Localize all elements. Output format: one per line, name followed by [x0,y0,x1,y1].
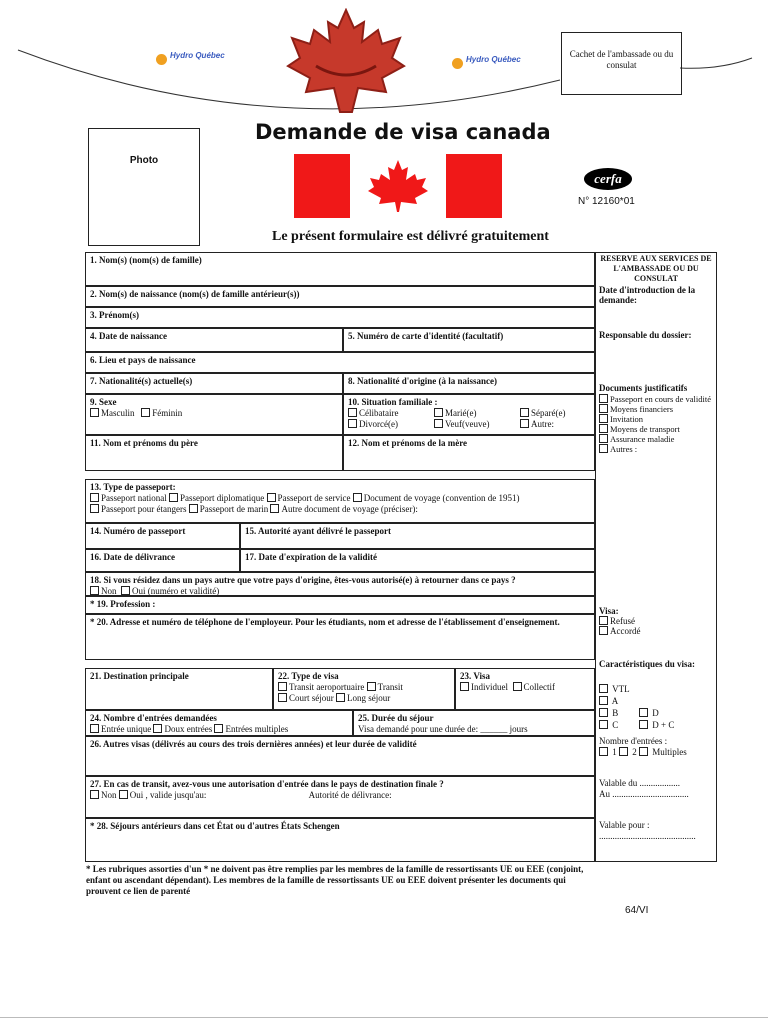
page-number: 64/VI [625,905,649,916]
checkbox[interactable] [267,493,276,502]
checkbox[interactable] [639,708,648,717]
visa-airport-transit-option[interactable]: Transit aeroportuaire [278,682,364,692]
field-6-birthplace[interactable]: 6. Lieu et pays de naissance [85,352,595,373]
checkbox[interactable] [599,404,608,413]
date-intro-label: Date d'introduction de la demande: [599,285,696,305]
checkbox[interactable] [434,419,443,428]
char-b-option[interactable]: B [599,707,639,719]
field-16-issue-date[interactable]: 16. Date de délivrance [85,549,240,572]
office-use-header: RESERVE AUX SERVICES DE L'AMBASSADE OU DU CONSULAT [600,254,712,283]
photo-box: Photo [88,128,200,246]
field-26-other-visas[interactable]: 26. Autres visas (délivrés au cours des trois dernières années) et leur durée de validité [85,736,595,776]
marital-married-option[interactable]: Marié(e) [434,408,520,419]
checkbox[interactable] [90,408,99,417]
hydro-quebec-logo-right: Hydro Québec [452,56,552,72]
doc-financial-option[interactable]: Moyens financiers [599,404,715,414]
passport-seaman-option[interactable]: Passeport de marin [189,504,268,514]
field-5-id-card[interactable]: 5. Numéro de carte d'identité (facultatif) [343,328,595,352]
char-a-option[interactable]: A [599,695,715,707]
checkbox[interactable] [639,720,648,729]
checkbox[interactable] [599,434,608,443]
char-c-option[interactable]: C [599,719,639,731]
checkbox[interactable] [336,693,345,702]
passport-service-option[interactable]: Passeport de service [267,493,351,503]
checkbox[interactable] [460,682,469,691]
travel-document-1951-option[interactable]: Document de voyage (convention de 1951) [353,493,520,503]
other-travel-document-option[interactable]: Autre document de voyage (préciser): [270,504,417,514]
marital-single-option[interactable]: Célibataire [348,408,434,419]
checkbox[interactable] [189,504,198,513]
entries-2-option[interactable]: 2 [619,747,637,757]
visa-long-stay-option[interactable]: Long séjour [336,693,390,703]
field-12-mother-name[interactable]: 12. Nom et prénoms de la mère [343,435,595,471]
visa-short-stay-option[interactable]: Court séjour [278,693,334,703]
checkbox[interactable] [90,586,99,595]
hydro-quebec-logo-left: Hydro Québec [156,52,256,68]
sex-female-option[interactable]: Féminin [141,408,182,418]
field-14-passport-number[interactable]: 14. Numéro de passeport [85,523,240,549]
doc-other-option[interactable]: Autres : [599,444,715,454]
field-24-entries: 24. Nombre d'entrées demandées Entrée unique Doux entrées Entrées multiples [85,710,353,736]
passport-diplomatic-option[interactable]: Passeport diplomatique [169,493,264,503]
doc-passport-option[interactable]: Passeport en cours de validité [599,394,715,404]
transit-no-option[interactable]: Non [90,790,117,800]
checkbox[interactable] [121,586,130,595]
entries-multiple-option[interactable]: Multiples [639,747,687,757]
checkbox[interactable] [599,626,608,635]
checkbox[interactable] [353,493,362,502]
checkbox[interactable] [278,682,287,691]
page-divider [0,1017,768,1018]
doc-invitation-option[interactable]: Invitation [599,414,715,424]
field-8-origin-nationality[interactable]: 8. Nationalité d'origine (à la naissance) [343,373,595,394]
checkbox[interactable] [169,493,178,502]
visa-decision-label: Visa: [599,606,619,616]
field-19-profession[interactable]: * 19. Profession : [85,596,595,614]
field-7-nationality[interactable]: 7. Nationalité(s) actuelle(s) [85,373,343,394]
page-title: Demande de visa canada [255,120,551,144]
visa-refused-option[interactable]: Refusé [599,616,640,626]
checkbox[interactable] [599,444,608,453]
field-20-employer[interactable]: * 20. Adresse et numéro de téléphone de l'employeur. Pour les étudiants, nom et adresse de l'établissement d'enseignement. [85,614,595,660]
visa-form [85,252,717,864]
char-d-option[interactable]: D [639,708,659,718]
visa-granted-option[interactable]: Accordé [599,626,640,636]
passport-foreigners-option[interactable]: Passeport pour étangers [90,504,186,514]
checkbox[interactable] [599,424,608,433]
checkbox[interactable] [619,747,628,756]
checkbox[interactable] [348,408,357,417]
checkbox[interactable] [599,616,608,625]
checkbox[interactable] [119,790,128,799]
checkbox[interactable] [90,504,99,513]
entries-multiple-option[interactable]: Entrées multiples [214,724,288,734]
checkbox[interactable] [599,394,608,403]
field-3-first-names[interactable]: 3. Prénom(s) [85,307,595,328]
checkbox[interactable] [599,684,608,693]
field-10-marital-status: 10. Situation familiale : Célibataire Marié(e) Séparé(e) Divorcé(e) Veuf(veuve) Autre: [343,394,595,435]
checkbox[interactable] [90,790,99,799]
doc-insurance-option[interactable]: Assurance maladie [599,434,715,444]
field-25-duration[interactable]: 25. Durée du séjour Visa demandé pour une durée de: ______ jours [353,710,595,736]
marital-divorced-option[interactable]: Divorcé(e) [348,419,434,430]
canada-flag-icon [294,154,502,218]
residence-yes-option[interactable]: Oui (numéro et validité) [121,586,219,596]
transit-yes-option[interactable]: Oui , valide jusqu'au: [119,790,207,800]
field-1-surname[interactable]: 1. Nom(s) (nom(s) de famille) [85,252,595,286]
cerfa-number: N° 12160*01 [578,196,635,207]
field-13-passport-type: 13. Type de passeport: Passeport national Passeport diplomatique Passeport de service Document de voyage (convention de 1951) Passeport pour étangers Passeport de marin Autre document de voyage (préciser): [85,479,595,523]
field-9-sex: 9. Sexe Masculin Féminin [85,394,343,435]
checkbox[interactable] [367,682,376,691]
field-15-passport-authority[interactable]: 15. Autorité ayant délivré le passeport [240,523,595,549]
entries-count-options [599,747,687,757]
checkbox[interactable] [520,419,529,428]
form-subtitle: Le présent formulaire est délivré gratuitement [272,229,549,244]
checkbox[interactable] [434,408,443,417]
field-23-visa: 23. Visa Individuel Collectif [455,668,595,710]
checkbox[interactable] [639,747,648,756]
visa-transit-option[interactable]: Transit [367,682,403,692]
documents-label: Documents justificatifs [599,383,688,393]
visa-individual-option[interactable]: Individuel [460,682,508,692]
checkbox[interactable] [141,408,150,417]
checkbox[interactable] [599,747,608,756]
checkbox[interactable] [520,408,529,417]
visa-collective-option[interactable]: Collectif [513,682,556,692]
char-dc-option[interactable]: D + C [639,720,674,730]
checkbox[interactable] [90,493,99,502]
field-2-birth-name[interactable]: 2. Nom(s) de naissance (nom(s) de famille antérieur(s)) [85,286,595,307]
doc-transport-option[interactable]: Moyens de transport [599,424,715,434]
checkbox[interactable] [278,693,287,702]
entries-double-option[interactable]: Doux entrées [153,724,212,734]
char-vtl-option[interactable]: VTL [599,683,715,695]
marital-separated-option[interactable]: Séparé(e) [520,408,565,418]
residence-no-option[interactable]: Non [90,586,117,596]
checkbox[interactable] [599,720,608,729]
checkbox[interactable] [599,708,608,717]
entries-single-option[interactable]: Entrée unique [90,724,151,734]
visa-decision-options [599,616,640,636]
field-4-birth-date[interactable]: 4. Date de naissance [85,328,343,352]
footnote: * Les rubriques assorties d'un * ne doivent pas être remplies par les membres de la famille de ressortissants UE ou EEE (conjoint, enfant ou ascendant dépendant). Les membres de la famille de ressortissants UE ou EEE doivent présenter les documents qui prouvent ce lien de parenté [86,864,584,896]
valid-for-field[interactable]: ........................................... [599,831,696,841]
field-11-father-name[interactable]: 11. Nom et prénoms du père [85,435,343,471]
marital-widowed-option[interactable]: Veuf(veuve) [434,419,520,430]
office-use-box [595,252,717,862]
visa-characteristics-options [599,683,715,731]
checkbox[interactable] [153,724,162,733]
checkbox[interactable] [599,696,608,705]
checkbox[interactable] [599,414,608,423]
checkbox[interactable] [513,682,522,691]
checkbox[interactable] [90,724,99,733]
hydro-quebec-q-icon [156,54,167,65]
valid-from-field[interactable]: Valable du .................. [599,778,680,788]
canada-maple-seal-icon [286,8,406,120]
cerfa-logo: cerfa [584,168,632,190]
documents-options [599,394,715,454]
field-17-expiry-date[interactable]: 17. Date d'expiration de la validité [240,549,595,572]
passport-national-option[interactable]: Passeport national [90,493,167,503]
visa-characteristics-label: Caractéristiques du visa: [599,659,695,669]
marital-other-option[interactable]: Autre: [520,419,554,429]
valid-for-label: Valable pour : [599,820,650,830]
sex-male-option[interactable]: Masculin [90,408,135,418]
entries-count-label: Nombre d'entrées : [599,736,668,746]
field-28-previous-stays[interactable]: * 28. Séjours antérieurs dans cet État ou d'autres États Schengen [85,818,595,862]
checkbox[interactable] [270,504,279,513]
field-27-transit-auth: 27. En cas de transit, avez-vous une autorisation d'entrée dans le pays de destination finale ? Non Oui , valide jusqu'au: Autorité de délivrance: [85,776,595,818]
field-18-residence: 18. Si vous résidez dans un pays autre que votre pays d'origine, êtes-vous autorisé(e) à retourner dans ce pays ? Non Oui (numéro et validité) [85,572,595,596]
entries-1-option[interactable]: 1 [599,747,617,757]
embassy-stamp-box: Cachet de l'ambassade ou du consulat [561,32,682,95]
field-21-destination[interactable]: 21. Destination principale [85,668,273,710]
field-22-visa-type: 22. Type de visa Transit aeroportuaire Transit Court séjour Long séjour [273,668,455,710]
hydro-quebec-q-icon [452,58,463,69]
checkbox[interactable] [214,724,223,733]
checkbox[interactable] [348,419,357,428]
valid-to-field[interactable]: Au .................................. [599,789,689,799]
responsable-label: Responsable du dossier: [599,330,692,340]
